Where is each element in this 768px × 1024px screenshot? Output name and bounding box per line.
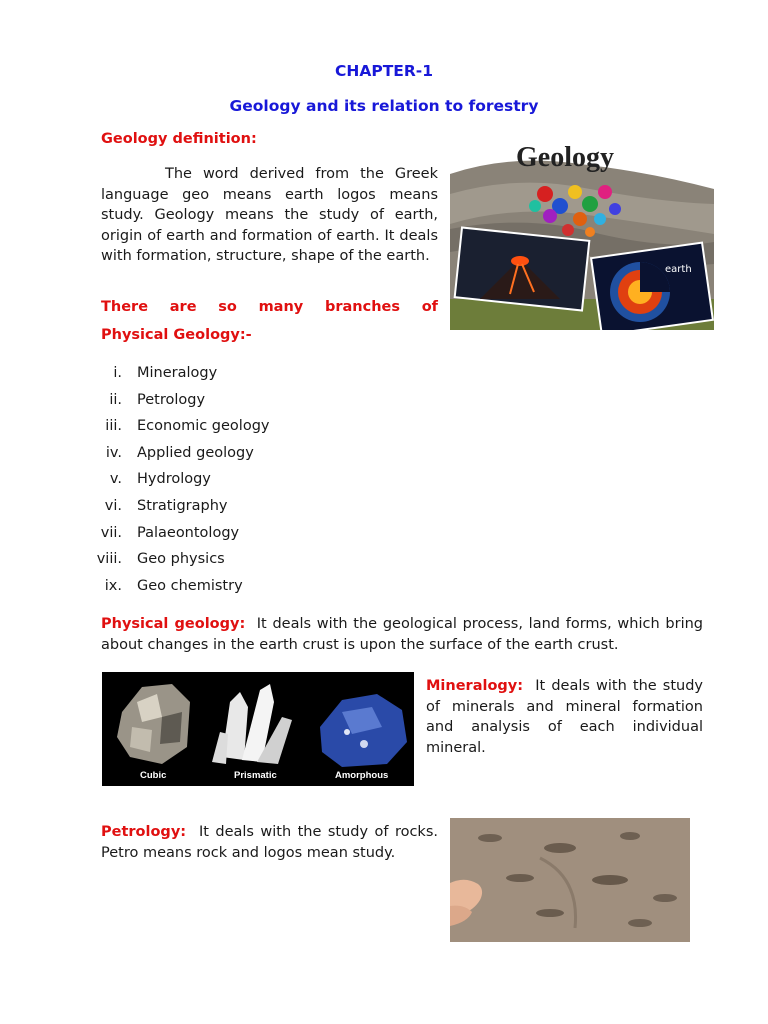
- petrology-term: Petrology:: [101, 824, 187, 840]
- geology-collage-image: [450, 134, 714, 330]
- petrology-text: It deals with the study of rocks. Petro means rock and logos mean study.: [101, 824, 438, 861]
- physical-geology-text: It deals with the geological process, land forms, which bring about changes in the earth crust is upon the surface of the earth crust.: [101, 616, 703, 653]
- crystal-caption-cubic: Cubic: [140, 770, 167, 781]
- rock-surface-image: [450, 818, 690, 942]
- prismatic-crystal: [212, 684, 292, 764]
- crystal-caption-prismatic: Prismatic: [234, 770, 277, 781]
- petrology-paragraph: [101, 822, 438, 863]
- earth-label: earth: [665, 264, 692, 275]
- cubic-crystal: [117, 684, 190, 764]
- crystal-caption-amorphous: Amorphous: [335, 770, 389, 781]
- geology-collage-graphic: [450, 134, 714, 330]
- physical-geology-term: Physical geology:: [101, 616, 246, 632]
- geology-image-title: Geology: [516, 142, 614, 173]
- mineralogy-paragraph: [426, 676, 703, 758]
- chapter-number: CHAPTER-1: [334, 62, 434, 80]
- list-item: v. Hydrology: [109, 471, 211, 487]
- crystal-forms-graphic: [102, 672, 414, 786]
- list-item: ii. Petrology: [109, 392, 206, 408]
- earth-inset: [591, 243, 713, 330]
- list-item: iv. Applied geology: [105, 445, 254, 461]
- physical-geology-paragraph: [101, 614, 703, 655]
- list-item: viii. Geo physics: [96, 551, 225, 567]
- definition-text: The word derived from the Greek language geo means earth logos means study. Geology means the study of earth, origin of earth and formation of earth. It deals with formation, structure, shape of the earth.: [101, 166, 438, 264]
- list-item: iii. Economic geology: [105, 418, 270, 434]
- crystal-forms-image: [102, 672, 414, 786]
- page-title: Geology and its relation to forestry: [229, 97, 539, 115]
- list-item: vii. Palaeontology: [100, 525, 240, 541]
- mineralogy-term: Mineralogy:: [426, 678, 524, 694]
- volcano-inset: [455, 228, 590, 311]
- definition-heading: Geology definition:: [101, 131, 257, 147]
- branches-heading-line2: Physical Geology:-: [101, 327, 252, 343]
- list-item: ix. Geo chemistry: [104, 578, 243, 594]
- amorphous-rock: [320, 694, 407, 767]
- rock-surface-graphic: [450, 818, 690, 942]
- list-item: vi. Stratigraphy: [104, 498, 228, 514]
- branches-heading-line1: There are so many branches of: [101, 299, 438, 315]
- list-item: i. Mineralogy: [113, 365, 218, 381]
- mineralogy-text: It deals with the study of minerals and mineral formation and analysis of each individual mineral.: [426, 678, 703, 756]
